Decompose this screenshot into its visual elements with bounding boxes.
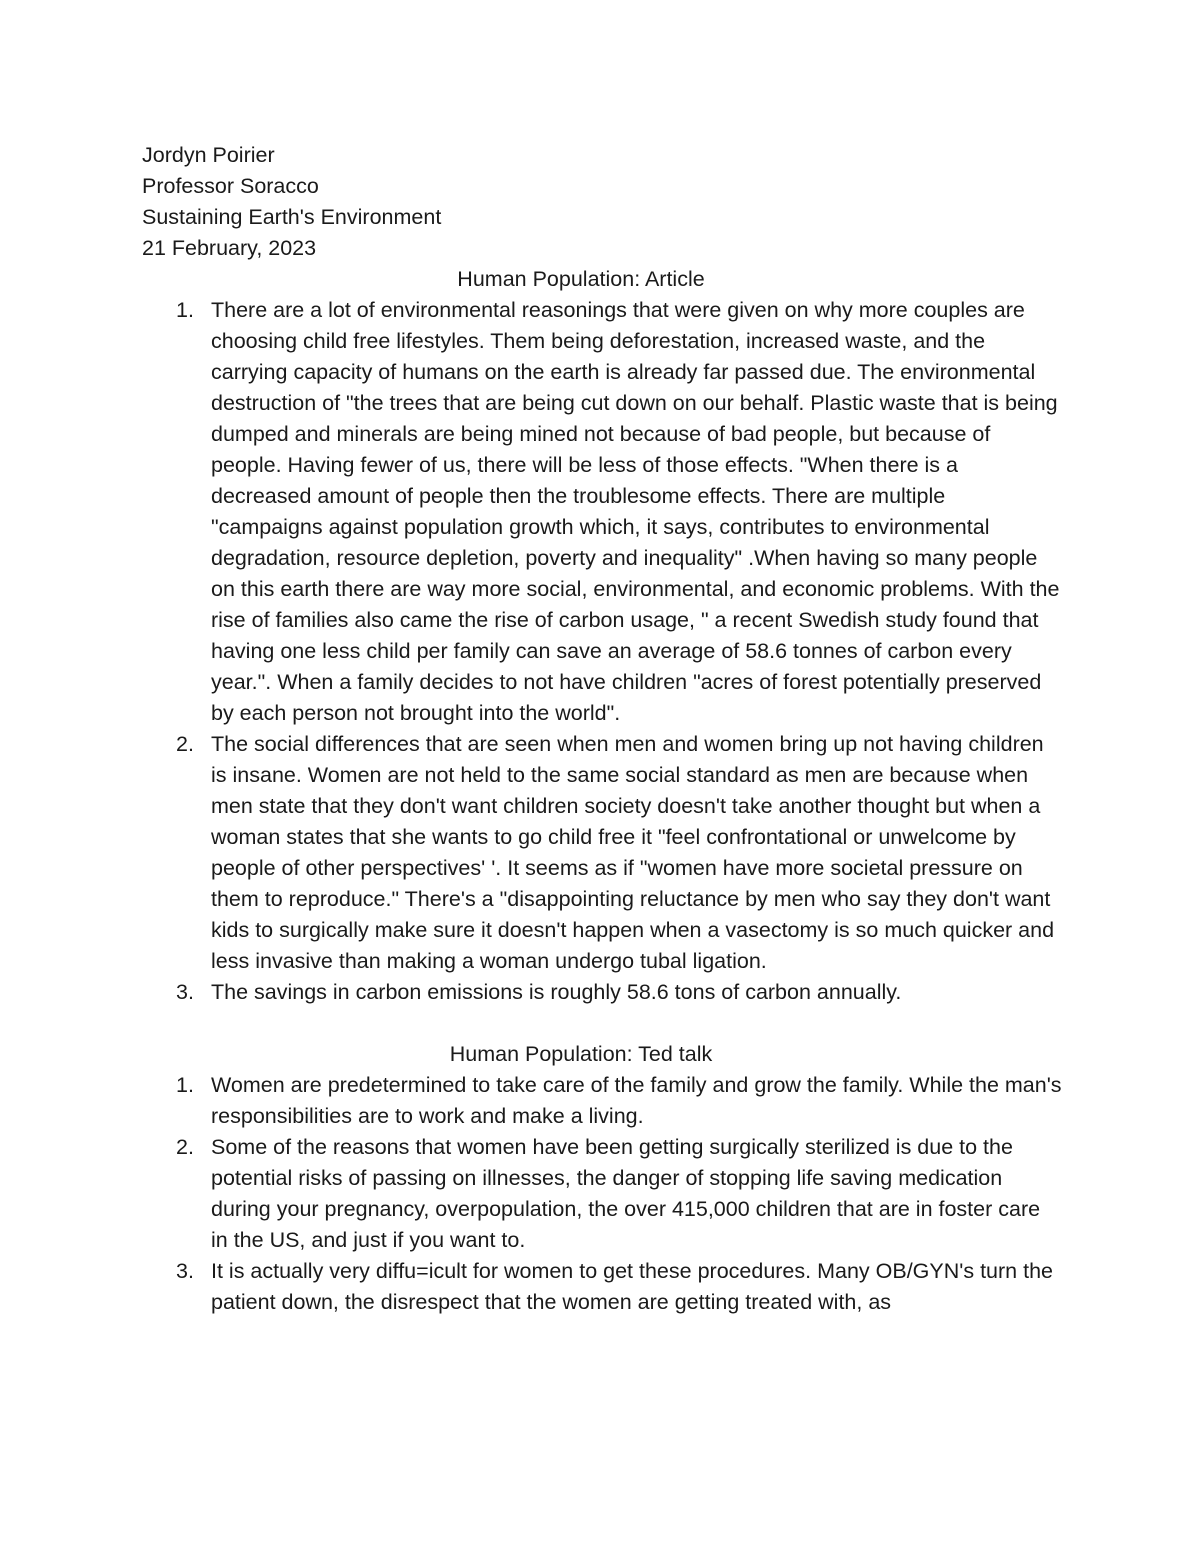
list-item xyxy=(142,729,1062,977)
course-name: Sustaining Earth's Environment xyxy=(142,205,442,229)
list-item xyxy=(142,1256,1062,1318)
document-date: 21 February, 2023 xyxy=(142,236,317,260)
author-name: Jordyn Poirier xyxy=(142,143,275,167)
document-body xyxy=(142,140,1062,1318)
list-item-number: 2. xyxy=(176,732,194,756)
ted-section-title: Human Population: Ted talk xyxy=(449,1042,713,1066)
article-section-title: Human Population: Article xyxy=(457,267,705,291)
list-item-number: 3. xyxy=(176,980,194,1004)
list-item-number: 1. xyxy=(176,298,194,322)
list-item-number: 2. xyxy=(176,1135,194,1159)
article-question-list xyxy=(142,295,1062,1008)
ted-question-list xyxy=(142,1070,1062,1318)
paragraph-spacer xyxy=(142,1008,1062,1039)
list-item-text: There are a lot of environmental reasonings that were given on why more couples are choosing child free lifestyles. Them being deforestation, increased waste, and the carrying capacity of humans on the earth is already far passed due. The environmental destruction of "the trees that are being cut down on our behalf. Plastic waste that is being dumped and minerals are being mined not because of bad people, but because of people. Having fewer of us, there will be less of those effects. "When there is a decreased amount of people then the troublesome effects. There are multiple "campaigns against population growth which, it says, contributes to environmental degradation, resource depletion, poverty and inequality" .When having so many people on this earth there are way more social, environmental, and economic problems. With the rise of families also came the rise of carbon usage, " a recent Swedish study found that having one less child per family can save an average of 58.6 tonnes of carbon every year.". When a family decides to not have children "acres of forest potentially preserved by each person not brought into the world". xyxy=(211,298,1060,725)
list-item-text: The savings in carbon emissions is roughly 58.6 tons of carbon annually. xyxy=(211,980,902,1004)
list-item-text: It is actually very diffu=icult for women to get these procedures. Many OB/GYN's turn the patient down, the disrespect that the women are getting treated with, as xyxy=(211,1259,1053,1314)
list-item xyxy=(142,977,1062,1008)
list-item xyxy=(142,1132,1062,1256)
list-item-number: 1. xyxy=(176,1073,194,1097)
list-item xyxy=(142,295,1062,729)
list-item-number: 3. xyxy=(176,1259,194,1283)
list-item-text: Some of the reasons that women have been getting surgically sterilized is due to the potential risks of passing on illnesses, the danger of stopping life saving medication during your pregnancy, overpopulation, the over 415,000 children that are in foster care in the US, and just if you want to. xyxy=(211,1135,1041,1252)
professor-name: Professor Soracco xyxy=(142,174,319,198)
list-item-text: The social differences that are seen when men and women bring up not having children is insane. Women are not held to the same social standard as men are because when men state that they don't want children society doesn't take another thought but when a woman states that she wants to go child free it "feel confrontational or unwelcome by people of other perspectives' '. It seems as if "women have more societal pressure on them to reproduce." There's a "disappointing reluctance by men who say they don't want kids to surgically make sure it doesn't happen when a vasectomy is so much quicker and less invasive than making a woman undergo tubal ligation. xyxy=(211,732,1055,973)
list-item-text: Women are predetermined to take care of the family and grow the family. While the man's responsibilities are to work and make a living. xyxy=(211,1073,1062,1128)
list-item xyxy=(142,1070,1062,1132)
header-block xyxy=(142,140,1062,264)
